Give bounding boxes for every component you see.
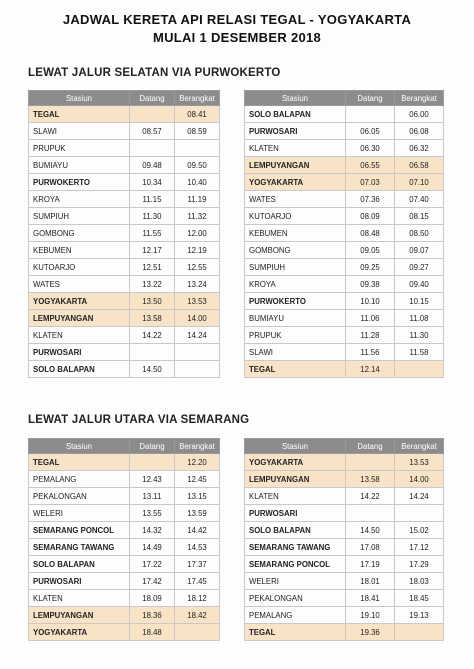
col-header-station: Stasiun xyxy=(29,439,130,454)
arrive-time-cell: 09.48 xyxy=(130,157,175,174)
depart-time-cell: 13.24 xyxy=(175,276,220,293)
station-cell: KLATEN xyxy=(245,488,346,505)
depart-time-cell: 06.08 xyxy=(395,123,444,140)
station-cell: BUMIAYU xyxy=(29,157,130,174)
arrive-time-cell: 11.56 xyxy=(346,344,395,361)
station-cell: TEGAL xyxy=(29,454,130,471)
station-cell: KEBUMEN xyxy=(29,242,130,259)
arrive-time-cell: 11.55 xyxy=(130,225,175,242)
col-header-station: Stasiun xyxy=(29,91,130,106)
table-row xyxy=(29,208,220,225)
depart-time-cell xyxy=(175,361,220,378)
table-row xyxy=(29,539,220,556)
station-cell: KLATEN xyxy=(29,590,130,607)
depart-time-cell: 06.00 xyxy=(395,106,444,123)
station-cell: PURWOSARI xyxy=(245,123,346,140)
depart-time-cell: 12.20 xyxy=(175,454,220,471)
station-cell: PRUPUK xyxy=(29,140,130,157)
table-row xyxy=(29,293,220,310)
table-row xyxy=(245,208,444,225)
station-cell: KLATEN xyxy=(245,140,346,157)
table-row xyxy=(245,310,444,327)
arrive-time-cell: 19.10 xyxy=(346,607,395,624)
depart-time-cell xyxy=(395,361,444,378)
depart-time-cell: 10.40 xyxy=(175,174,220,191)
table-row xyxy=(245,123,444,140)
station-cell: SEMARANG TAWANG xyxy=(29,539,130,556)
table-row xyxy=(245,157,444,174)
table-row xyxy=(245,607,444,624)
table-row xyxy=(245,276,444,293)
arrive-time-cell: 11.30 xyxy=(130,208,175,225)
station-cell: LEMPUYANGAN xyxy=(245,157,346,174)
col-header-station: Stasiun xyxy=(245,91,346,106)
arrive-time-cell: 17.42 xyxy=(130,573,175,590)
table-row xyxy=(245,505,444,522)
station-cell: SEMARANG TAWANG xyxy=(245,539,346,556)
depart-time-cell: 13.59 xyxy=(175,505,220,522)
arrive-time-cell: 06.55 xyxy=(346,157,395,174)
depart-time-cell: 06.58 xyxy=(395,157,444,174)
table-row xyxy=(245,344,444,361)
station-cell: PURWOKERTO xyxy=(29,174,130,191)
arrive-time-cell: 12.14 xyxy=(346,361,395,378)
station-cell: PURWOKERTO xyxy=(245,293,346,310)
depart-time-cell: 10.15 xyxy=(395,293,444,310)
arrive-time-cell: 18.36 xyxy=(130,607,175,624)
table-row xyxy=(29,310,220,327)
table-row xyxy=(245,242,444,259)
station-cell: YOGYAKARTA xyxy=(245,174,346,191)
depart-time-cell: 11.32 xyxy=(175,208,220,225)
station-cell: PURWOSARI xyxy=(29,344,130,361)
table-row xyxy=(245,174,444,191)
depart-time-cell: 07.40 xyxy=(395,191,444,208)
arrive-time-cell: 11.06 xyxy=(346,310,395,327)
arrive-time-cell: 14.22 xyxy=(130,327,175,344)
arrive-time-cell: 08.57 xyxy=(130,123,175,140)
col-header-arrive: Datang xyxy=(130,439,175,454)
depart-time-cell xyxy=(175,140,220,157)
station-cell: SUMPIUH xyxy=(29,208,130,225)
table-row xyxy=(29,590,220,607)
station-cell: KLATEN xyxy=(29,327,130,344)
depart-time-cell: 14.24 xyxy=(175,327,220,344)
depart-time-cell: 09.40 xyxy=(395,276,444,293)
depart-time-cell: 08.15 xyxy=(395,208,444,225)
depart-time-cell: 17.37 xyxy=(175,556,220,573)
depart-time-cell: 18.12 xyxy=(175,590,220,607)
arrive-time-cell xyxy=(346,454,395,471)
arrive-time-cell: 18.01 xyxy=(346,573,395,590)
table-row xyxy=(245,454,444,471)
depart-time-cell: 19.13 xyxy=(395,607,444,624)
arrive-time-cell: 18.09 xyxy=(130,590,175,607)
depart-time-cell xyxy=(395,624,444,641)
schedule-table-north-return xyxy=(244,438,444,641)
station-cell: PEKALONGAN xyxy=(29,488,130,505)
depart-time-cell: 13.53 xyxy=(395,454,444,471)
station-cell: TEGAL xyxy=(245,361,346,378)
arrive-time-cell: 13.58 xyxy=(130,310,175,327)
station-cell: KROYA xyxy=(29,191,130,208)
page-title: JADWAL KERETA API RELASI TEGAL - YOGYAKARTA xyxy=(62,12,412,27)
arrive-time-cell: 09.38 xyxy=(346,276,395,293)
station-cell: LEMPUYANGAN xyxy=(245,471,346,488)
station-cell: KROYA xyxy=(245,276,346,293)
arrive-time-cell: 11.28 xyxy=(346,327,395,344)
station-cell: LEMPUYANGAN xyxy=(29,607,130,624)
station-cell: SEMARANG PONCOL xyxy=(29,522,130,539)
section-heading-north: LEWAT JALUR UTARA VIA SEMARANG xyxy=(28,414,250,426)
arrive-time-cell xyxy=(130,454,175,471)
station-cell: TEGAL xyxy=(245,624,346,641)
arrive-time-cell: 07.03 xyxy=(346,174,395,191)
depart-time-cell: 17.12 xyxy=(395,539,444,556)
table-row xyxy=(29,361,220,378)
depart-time-cell: 09.50 xyxy=(175,157,220,174)
table-row xyxy=(29,140,220,157)
arrive-time-cell xyxy=(130,344,175,361)
table-row xyxy=(29,276,220,293)
station-cell: PURWOSARI xyxy=(29,573,130,590)
table-row xyxy=(245,191,444,208)
table-row xyxy=(29,157,220,174)
arrive-time-cell: 14.50 xyxy=(130,361,175,378)
table-row xyxy=(245,522,444,539)
table-row xyxy=(245,590,444,607)
depart-time-cell: 13.53 xyxy=(175,293,220,310)
arrive-time-cell: 17.19 xyxy=(346,556,395,573)
station-cell: PEKALONGAN xyxy=(245,590,346,607)
col-header-arrive: Datang xyxy=(130,91,175,106)
table-row xyxy=(245,361,444,378)
arrive-time-cell: 14.50 xyxy=(346,522,395,539)
station-cell: PEMALANG xyxy=(245,607,346,624)
arrive-time-cell: 13.58 xyxy=(346,471,395,488)
station-cell: GOMBONG xyxy=(245,242,346,259)
station-cell: SOLO BALAPAN xyxy=(245,522,346,539)
station-cell: SLAWI xyxy=(29,123,130,140)
arrive-time-cell: 12.43 xyxy=(130,471,175,488)
station-cell: WATES xyxy=(29,276,130,293)
depart-time-cell: 17.45 xyxy=(175,573,220,590)
arrive-time-cell xyxy=(346,106,395,123)
table-row xyxy=(29,106,220,123)
table-row xyxy=(29,505,220,522)
table-row xyxy=(29,454,220,471)
table-row xyxy=(245,624,444,641)
col-header-station: Stasiun xyxy=(245,439,346,454)
station-cell: WELERI xyxy=(245,573,346,590)
arrive-time-cell: 10.34 xyxy=(130,174,175,191)
depart-time-cell xyxy=(175,344,220,361)
table-row xyxy=(29,242,220,259)
arrive-time-cell: 14.22 xyxy=(346,488,395,505)
station-cell: PRUPUK xyxy=(245,327,346,344)
table-row xyxy=(245,293,444,310)
table-row xyxy=(245,556,444,573)
arrive-time-cell: 06.30 xyxy=(346,140,395,157)
station-cell: SLAWI xyxy=(245,344,346,361)
station-cell: SOLO BALAPAN xyxy=(29,556,130,573)
depart-time-cell xyxy=(175,624,220,641)
station-cell: KEBUMEN xyxy=(245,225,346,242)
arrive-time-cell: 14.49 xyxy=(130,539,175,556)
station-cell: PURWOSARI xyxy=(245,505,346,522)
arrive-time-cell: 19.36 xyxy=(346,624,395,641)
arrive-time-cell: 13.11 xyxy=(130,488,175,505)
table-row xyxy=(29,471,220,488)
table-row xyxy=(29,607,220,624)
table-row xyxy=(245,225,444,242)
schedule-table-south-outbound xyxy=(28,90,220,378)
table-row xyxy=(245,488,444,505)
arrive-time-cell: 06.05 xyxy=(346,123,395,140)
arrive-time-cell: 18.41 xyxy=(346,590,395,607)
col-header-depart: Berangkat xyxy=(175,439,220,454)
arrive-time-cell: 07.36 xyxy=(346,191,395,208)
arrive-time-cell: 14.32 xyxy=(130,522,175,539)
table-row xyxy=(245,106,444,123)
station-cell: LEMPUYANGAN xyxy=(29,310,130,327)
table-row xyxy=(29,191,220,208)
depart-time-cell: 09.27 xyxy=(395,259,444,276)
arrive-time-cell: 12.51 xyxy=(130,259,175,276)
depart-time-cell: 12.00 xyxy=(175,225,220,242)
depart-time-cell: 08.41 xyxy=(175,106,220,123)
depart-time-cell: 14.24 xyxy=(395,488,444,505)
schedule-table-north-outbound xyxy=(28,438,220,641)
arrive-time-cell: 13.55 xyxy=(130,505,175,522)
table-row xyxy=(245,140,444,157)
arrive-time-cell xyxy=(130,140,175,157)
depart-time-cell: 18.03 xyxy=(395,573,444,590)
depart-time-cell: 18.45 xyxy=(395,590,444,607)
arrive-time-cell: 10.10 xyxy=(346,293,395,310)
depart-time-cell: 15.02 xyxy=(395,522,444,539)
station-cell: YOGYAKARTA xyxy=(245,454,346,471)
depart-time-cell: 09.07 xyxy=(395,242,444,259)
table-row xyxy=(29,174,220,191)
station-cell: WATES xyxy=(245,191,346,208)
arrive-time-cell: 18.48 xyxy=(130,624,175,641)
arrive-time-cell: 17.22 xyxy=(130,556,175,573)
col-header-depart: Berangkat xyxy=(395,439,444,454)
table-row xyxy=(29,225,220,242)
arrive-time-cell: 12.17 xyxy=(130,242,175,259)
schedule-table-south-return xyxy=(244,90,444,378)
station-cell: YOGYAKARTA xyxy=(29,293,130,310)
depart-time-cell: 13.15 xyxy=(175,488,220,505)
col-header-depart: Berangkat xyxy=(395,91,444,106)
depart-time-cell: 14.53 xyxy=(175,539,220,556)
arrive-time-cell: 08.09 xyxy=(346,208,395,225)
depart-time-cell: 14.00 xyxy=(395,471,444,488)
table-row xyxy=(245,471,444,488)
table-row xyxy=(245,259,444,276)
arrive-time-cell xyxy=(346,505,395,522)
table-row xyxy=(29,259,220,276)
depart-time-cell: 07.10 xyxy=(395,174,444,191)
depart-time-cell: 11.19 xyxy=(175,191,220,208)
depart-time-cell: 18.42 xyxy=(175,607,220,624)
arrive-time-cell: 11.15 xyxy=(130,191,175,208)
table-row xyxy=(29,327,220,344)
table-row xyxy=(29,556,220,573)
station-cell: TEGAL xyxy=(29,106,130,123)
depart-time-cell: 14.42 xyxy=(175,522,220,539)
depart-time-cell: 08.50 xyxy=(395,225,444,242)
depart-time-cell xyxy=(395,505,444,522)
station-cell: PEMALANG xyxy=(29,471,130,488)
section-heading-south: LEWAT JALUR SELATAN VIA PURWOKERTO xyxy=(28,67,281,79)
arrive-time-cell: 17.08 xyxy=(346,539,395,556)
table-row xyxy=(29,573,220,590)
station-cell: SUMPIUH xyxy=(245,259,346,276)
depart-time-cell: 12.55 xyxy=(175,259,220,276)
station-cell: SEMARANG PONCOL xyxy=(245,556,346,573)
station-cell: GOMBONG xyxy=(29,225,130,242)
depart-time-cell: 14.00 xyxy=(175,310,220,327)
station-cell: KUTOARJO xyxy=(29,259,130,276)
station-cell: WELERI xyxy=(29,505,130,522)
col-header-depart: Berangkat xyxy=(175,91,220,106)
depart-time-cell: 11.08 xyxy=(395,310,444,327)
depart-time-cell: 12.45 xyxy=(175,471,220,488)
depart-time-cell: 06.32 xyxy=(395,140,444,157)
col-header-arrive: Datang xyxy=(346,439,395,454)
table-row xyxy=(29,123,220,140)
table-row xyxy=(29,624,220,641)
arrive-time-cell: 08.48 xyxy=(346,225,395,242)
table-row xyxy=(245,539,444,556)
depart-time-cell: 17.29 xyxy=(395,556,444,573)
station-cell: YOGYAKARTA xyxy=(29,624,130,641)
depart-time-cell: 11.58 xyxy=(395,344,444,361)
table-row xyxy=(29,488,220,505)
arrive-time-cell: 09.05 xyxy=(346,242,395,259)
page-subtitle: MULAI 1 DESEMBER 2018 xyxy=(152,30,322,45)
depart-time-cell: 12.19 xyxy=(175,242,220,259)
table-row xyxy=(245,573,444,590)
station-cell: SOLO BALAPAN xyxy=(245,106,346,123)
table-row xyxy=(245,327,444,344)
col-header-arrive: Datang xyxy=(346,91,395,106)
station-cell: BUMIAYU xyxy=(245,310,346,327)
table-row xyxy=(29,344,220,361)
arrive-time-cell xyxy=(130,106,175,123)
arrive-time-cell: 13.22 xyxy=(130,276,175,293)
station-cell: SOLO BALAPAN xyxy=(29,361,130,378)
arrive-time-cell: 09.25 xyxy=(346,259,395,276)
table-row xyxy=(29,522,220,539)
depart-time-cell: 08.59 xyxy=(175,123,220,140)
arrive-time-cell: 13.50 xyxy=(130,293,175,310)
station-cell: KUTOARJO xyxy=(245,208,346,225)
depart-time-cell: 11.30 xyxy=(395,327,444,344)
